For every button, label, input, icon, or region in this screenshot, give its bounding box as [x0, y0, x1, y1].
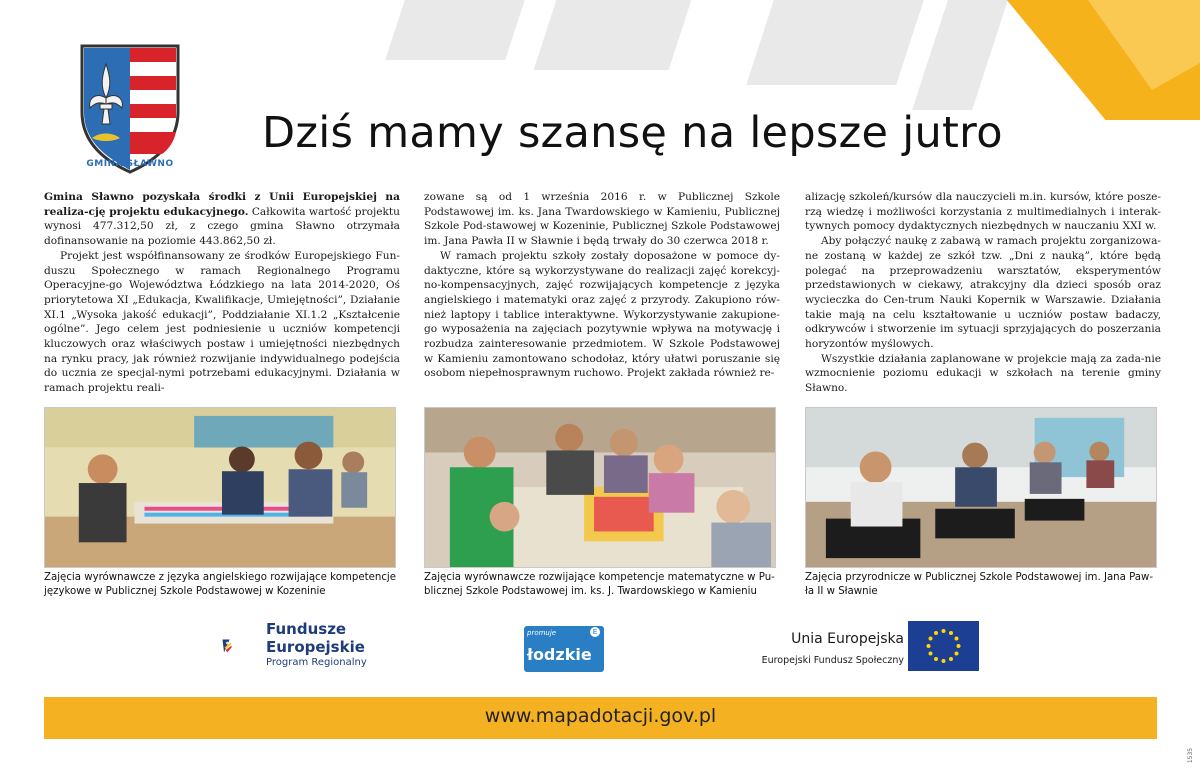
gmina-crest-icon — [78, 42, 182, 178]
side-code: 1535 — [1186, 747, 1194, 764]
eu-star-icon — [934, 657, 938, 661]
eu-subtitle: Europejski Fundusz Społeczny — [761, 655, 904, 666]
fe-line2: Europejskie — [266, 638, 365, 656]
decor-stripe — [912, 0, 1008, 110]
article-column-1 — [44, 190, 400, 396]
eu-star-icon — [929, 652, 933, 656]
article-paragraph: Projekt jest współfinansowany ze środków Europejskiego Fun-duszu Społecznego w ramach Regionalnego Programu Operacyjne-go Województwa Łódzkiego na lata 2014-2020, Oś priorytetowa XI „Edukacja, Kwalifikacje, Umiejętności”, Działanie XI.1 „Wysoka jakość edukacji”, Poddziałanie XI.1.2 „Kształcenie ogólne”. Jego celem jest podniesienie u uczniów kompetencji kluczowych oraz właściwych postaw i umiejętności niezbędnych na rynku pracy, jak również rozwijanie indywidualnego podejścia do ucznia ze specjal-nymi potrzebami edukacyjnymi. Działania w ramach projektu reali- — [44, 249, 400, 395]
eu-star-icon — [934, 631, 938, 635]
lodzkie-logo-main-text: łodzkie — [527, 645, 592, 664]
article-paragraph: Wszystkie działania zaplanowane w projekcie mają za zada-nie wzmocnienie poziomu edukacji w szkołach na terenie gminy Sławno. — [805, 352, 1161, 395]
lodzkie-badge: E — [589, 626, 601, 638]
footer-url-link[interactable]: www.mapadotacji.gov.pl — [484, 705, 717, 727]
classroom-photo-english — [44, 407, 396, 568]
lead-text: Gmina Sławno pozyskała środki z Unii Europejskiej na realiza-cję projektu edukacyjnego. — [44, 191, 400, 218]
article-column-2 — [424, 190, 780, 381]
page-title: Dziś mamy szansę na lepsze jutro — [262, 108, 1003, 158]
eu-star-icon — [942, 629, 946, 633]
article-paragraph: Aby połączyć naukę z zabawą w ramach projektu zorganizowa-ne zostaną w każdej ze szkół tzw. „Dni z nauką”, które będą polegać na przeprowadzeniu warsztatów, eksperymentów przedstawionych w ciekawy, atrakcyjny dla dzieci sposób oraz wycieczka do Cen-trum Nauki Kopernik w Warszawie. Działania takie mają na celu kształtowanie u uczniów postaw badaczy, odkrywców i stworzenie im sytuacji sprzyjających do poszerzania horyzontów myślowych. — [805, 235, 1161, 351]
eu-star-icon — [949, 631, 953, 635]
decor-stripe — [385, 0, 524, 60]
decor-stripe — [746, 0, 924, 85]
eu-title: Unia Europejska — [791, 631, 904, 647]
eu-star-icon — [949, 657, 953, 661]
crest-label: GMINA SŁAWNO — [86, 159, 174, 169]
eu-star-icon — [942, 659, 946, 663]
photo-caption: Zajęcia wyrównawcze z języka angielskiego rozwijające kompetencje językowe w Publicznej Szkole Podstawowej w Kozeninie — [44, 572, 397, 597]
article-column-3 — [805, 190, 1161, 396]
article-paragraph — [44, 190, 400, 249]
fe-line1: Fundusze — [266, 620, 347, 638]
fundusze-europejskie-icon — [222, 617, 266, 675]
photo-caption: Zajęcia przyrodnicze w Publicznej Szkole Podstawowej im. Jana Paw-ła II w Sławnie — [805, 572, 1154, 597]
eu-star-icon — [954, 652, 958, 656]
eu-flag-icon — [908, 621, 979, 671]
eu-star-icon — [954, 637, 958, 641]
fe-title — [266, 620, 365, 656]
article-paragraph: W ramach projektu szkoły zostały doposażone w pomoce dy-daktyczne, które są wykorzystywane do realizacji zajęć korekcyj-no-kompensacyjnych, zajęć rozwijających kompetencje z języka angielskiego i matematyki oraz zajęć z przyrody. Zakupiono rów-nież laptopy i tablice interaktywne. Wykorzystywanie zakupione-go wyposażenia na zajęciach pozytywnie wpływa na motywację i rozbudza zainteresowanie przedmiotem. W Szkole Podstawowej w Kamieniu zamontowano schodołaz, który ułatwi poruszanie się osobom niepełnosprawnym ruchowo. Projekt zakłada również re- — [424, 249, 780, 380]
article-paragraph: alizację szkoleń/kursów dla nauczycieli m.in. kursów, które posze-rzą wiedzę i możliwości korzystania z multimedialnych i interak-tywnych pomocy dydaktycznych niezbędnych w nauczaniu XXI w. — [805, 191, 1161, 233]
eu-star-icon — [927, 644, 931, 648]
classroom-photo-science — [805, 407, 1157, 568]
paragraph-text: Całkowita wartość projektu wynosi 477.312,50 zł, z czego gmina Sławno otrzymała dofinansowanie na poziomie 443.862,50 zł. — [44, 205, 401, 248]
classroom-photo-math — [424, 407, 776, 568]
decor-stripe — [534, 0, 692, 70]
eu-star-icon — [957, 644, 961, 648]
article-paragraph: zowane są od 1 września 2016 r. w Publicznej Szkole Podstawowej im. ks. Jana Twardowskiego w Kamieniu, Publicznej Szkole Pod-stawowej w Kozeninie, Publicznej Szkole Podstawowej im. Jana Pawła II w Sławnie i będą trwały do 30 czerwca 2018 r. — [424, 191, 780, 248]
eu-star-icon — [929, 637, 933, 641]
lodzkie-logo-top-text: promuje — [527, 629, 557, 637]
fe-subtitle: Program Regionalny — [266, 657, 367, 668]
photo-caption: Zajęcia wyrównawcze rozwijające kompetencje matematyczne w Pu-blicznej Szkole Podstawowej im. ks. J. Twardowskiego w Kamieniu — [424, 572, 775, 597]
